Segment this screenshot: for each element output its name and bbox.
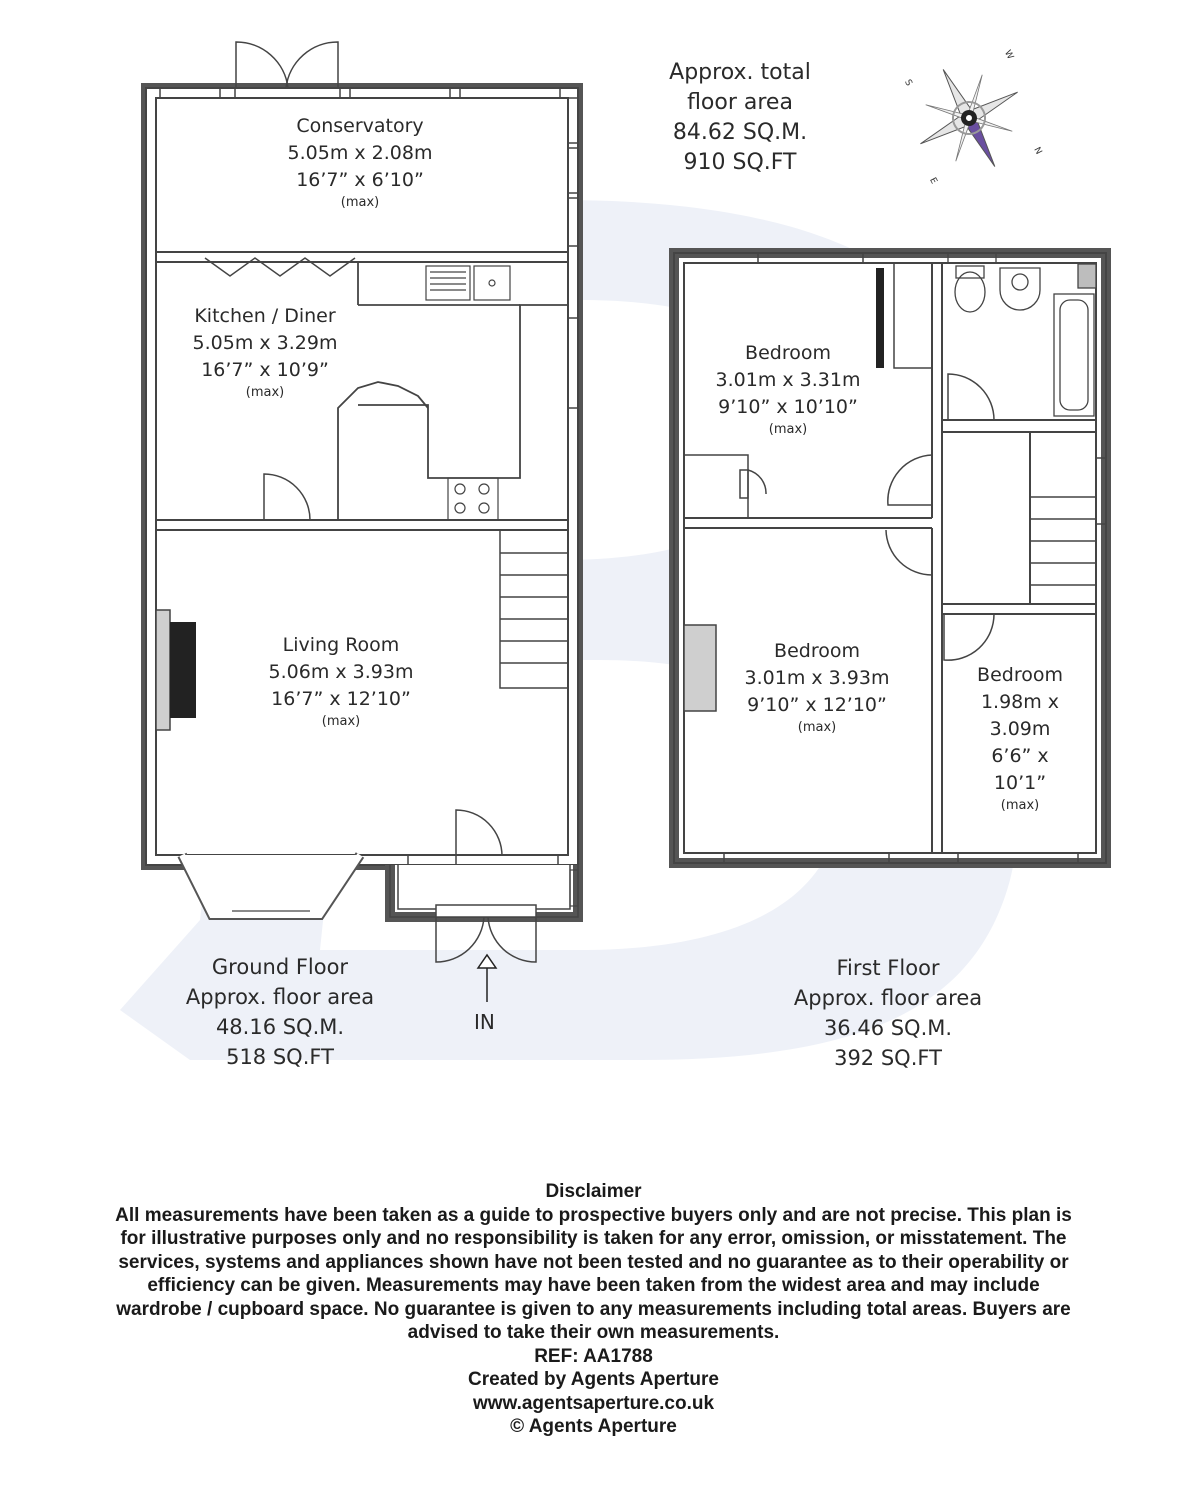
- disclaimer-line: services, systems and appliances shown have not been tested and no guarantee as to their operability or: [118, 1251, 1069, 1273]
- compass-rose: [895, 44, 1044, 193]
- room-label-bedroom-1: Bedroom 3.01m x 3.31m 9’10” x 10’10” (max): [715, 342, 861, 437]
- room-label-bedroom-3: Bedroom 1.98m x 3.09m 6’6” x 10’1” (max): [977, 664, 1063, 813]
- room-label-living-room: Living Room 5.06m x 3.93m 16’7” x 12’10” (max): [268, 634, 414, 729]
- compass-e-label: E: [927, 176, 939, 186]
- disclaimer-line: wardrobe / cupboard space. No guarantee is given to any measurements including total areas. Buyers are: [116, 1298, 1071, 1320]
- total-area-label: Approx. total floor area 84.62 SQ.M. 910 SQ.FT: [669, 60, 811, 175]
- room-label-conservatory: Conservatory 5.05m x 2.08m 16’7” x 6’10” (max): [287, 115, 433, 210]
- living-room-fireplace: [156, 610, 196, 730]
- compass-w-label: W: [1001, 48, 1015, 62]
- website-link[interactable]: www.agentsaperture.co.uk: [472, 1392, 715, 1414]
- compass-n-label: N: [1031, 145, 1044, 157]
- created-by: Created by Agents Aperture: [468, 1369, 719, 1390]
- ground-floor-summary: Ground Floor Approx. floor area 48.16 SQ.M. 518 SQ.FT: [185, 955, 375, 1069]
- room-label-kitchen-diner: Kitchen / Diner 5.05m x 3.29m 16’7” x 10’9” (max): [192, 305, 338, 400]
- disclaimer-title: Disclaimer: [545, 1181, 642, 1202]
- bay-window: [182, 855, 360, 915]
- conservatory-french-doors: [236, 42, 338, 88]
- room-label-bedroom-2: Bedroom 3.01m x 3.93m 9’10” x 12’10” (max): [744, 640, 890, 735]
- disclaimer-line: efficiency can be given. Measurements may have been taken from the widest area and may include: [147, 1275, 1040, 1296]
- disclaimer: [20, 1180, 1167, 1439]
- disclaimer-line: All measurements have been taken as a guide to prospective buyers only and are not precise. This plan is: [115, 1204, 1072, 1226]
- porch: [390, 865, 578, 917]
- first-floor-summary: First Floor Approx. floor area 36.46 SQ.M. 392 SQ.FT: [793, 956, 983, 1070]
- copyright: © Agents Aperture: [510, 1416, 677, 1437]
- reference-number: REF: AA1788: [534, 1345, 653, 1367]
- entrance-label: IN: [474, 1010, 495, 1034]
- disclaimer-line: advised to take their own measurements.: [407, 1322, 780, 1343]
- disclaimer-line: for illustrative purposes only and no responsibility is taken for any error, omission, or misstatement. The: [120, 1228, 1067, 1249]
- compass-s-label: S: [902, 78, 914, 88]
